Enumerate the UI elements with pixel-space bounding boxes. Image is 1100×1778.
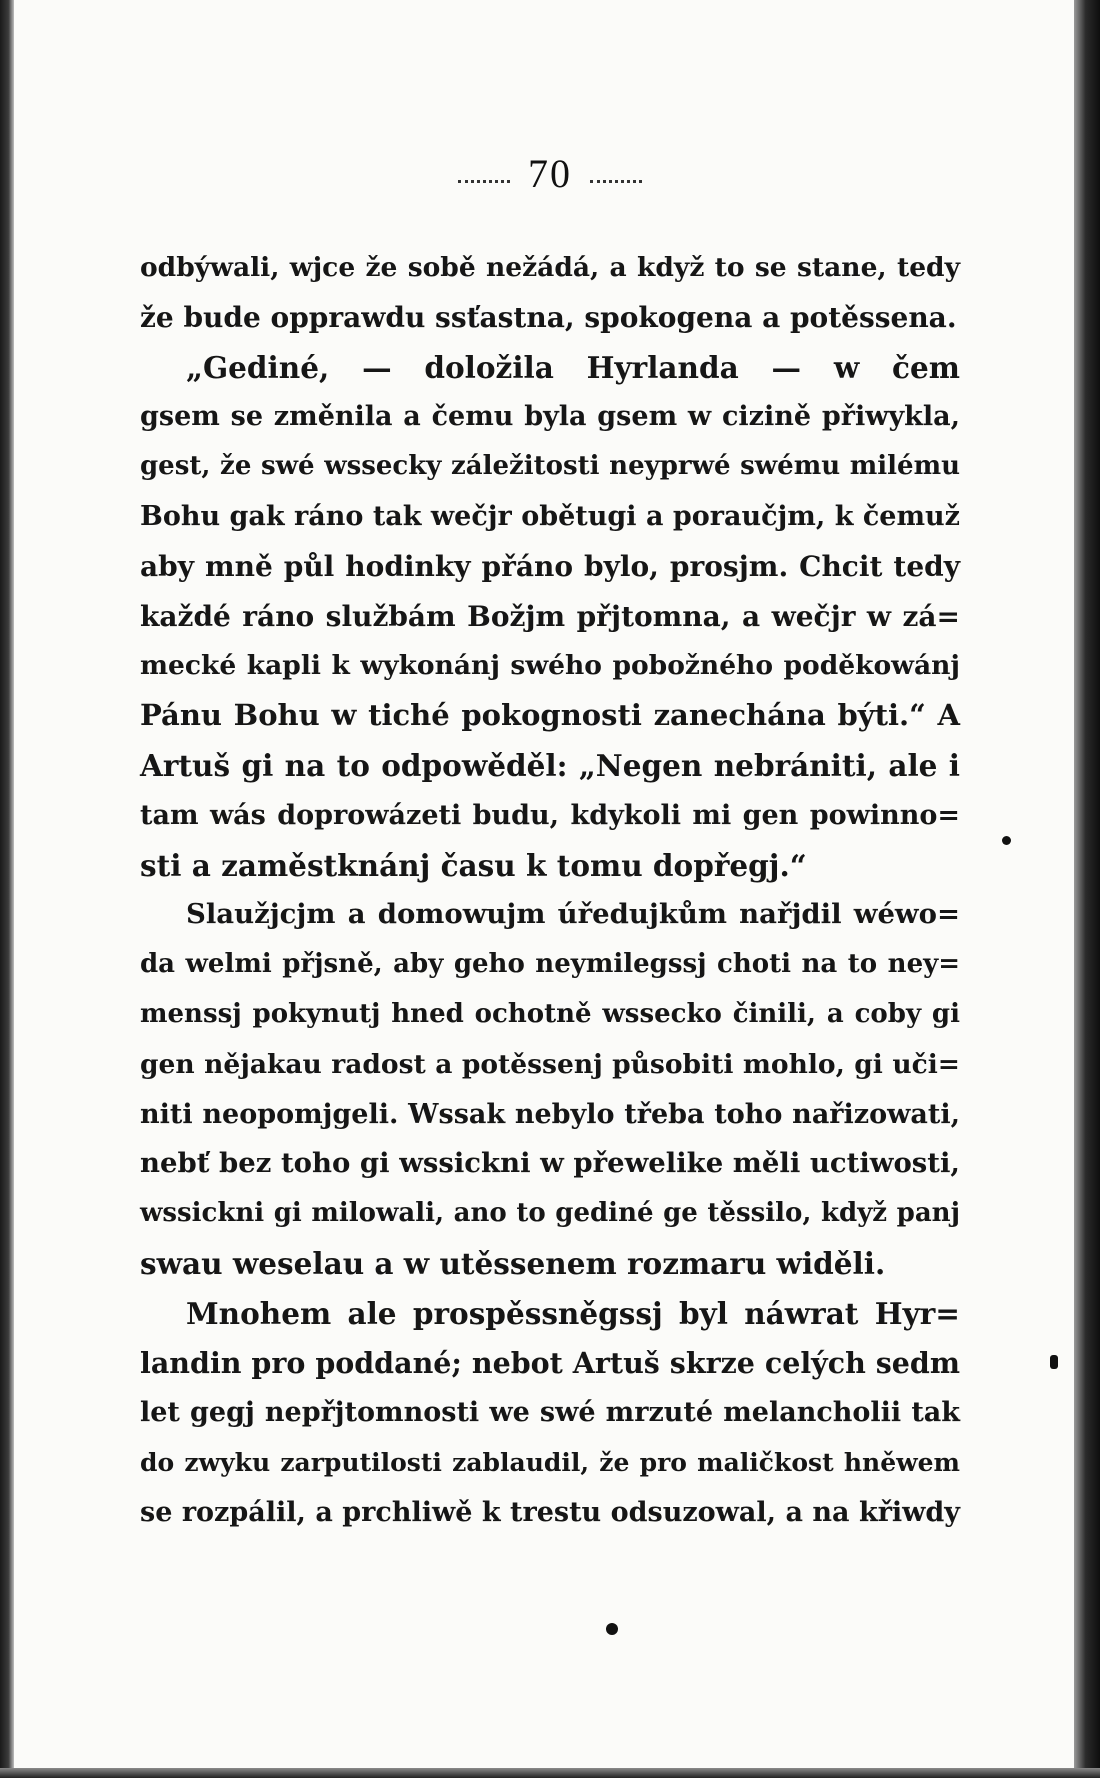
- text-line: gen nějakau radost a potěssenj působiti mohlo, gi uči=: [140, 1048, 960, 1080]
- text-line: menssj pokynutj hned ochotně wssecko činili, a coby gi: [140, 998, 960, 1029]
- text-line: da welmi přjsně, aby geho neymilegssj choti na to ney=: [140, 949, 960, 980]
- left-scan-edge: [0, 0, 14, 1778]
- text-line: wssickni gi milowali, ano to gediné ge těssilo, když panj: [140, 1198, 960, 1229]
- text-line: Pánu Bohu w tiché pokognosti zanechána býti.“ A: [140, 698, 960, 733]
- text-line: Slaužjcjm a domowujm úředujkům nařjdil wéwo=: [186, 898, 960, 931]
- header-ornament-left: [458, 172, 510, 183]
- text-line: swau weselau a w utěssenem rozmaru widěli.: [140, 1245, 886, 1281]
- right-scan-edge: [1074, 0, 1100, 1778]
- text-line: Mnohem ale prospěssněgssj byl náwrat Hyr=: [186, 1295, 960, 1331]
- text-line: každé ráno službám Božjm přjtomna, a wečjr w zá=: [140, 599, 960, 633]
- ink-speck: [1002, 836, 1011, 845]
- text-line: Artuš gi na to odpowěděl: „Negen nebrániti, ale i: [140, 747, 960, 783]
- text-line: odbýwali, wjce že sobě nežádá, a když to se stane, tedy: [140, 252, 960, 283]
- text-line: tam wás doprowázeti budu, kdykoli mi gen powinno=: [140, 799, 960, 831]
- body-text: [140, 243, 960, 1538]
- ink-speck: [606, 1623, 618, 1635]
- text-line: let gegj nepřjtomnosti we swé mrzuté melancholii tak: [140, 1397, 960, 1429]
- text-line: „Gediné, — doložila Hyrlanda — w čem: [186, 349, 960, 385]
- page-header: [0, 150, 1100, 197]
- text-line: mecké kapli k wykonánj swého pobožného poděkowánj: [140, 650, 960, 682]
- text-line: sti a zaměstknánj času k tomu dopřegj.“: [140, 847, 807, 883]
- ink-speck: [1050, 1355, 1058, 1369]
- header-ornament-right: [590, 172, 642, 183]
- text-line: niti neopomjgeli. Wssak nebylo třeba toho nařizowati,: [140, 1098, 960, 1130]
- text-line: landin pro poddané; nebot Artuš skrze celých sedm: [140, 1345, 960, 1380]
- text-line: do zwyku zarputilosti zablaudil, že pro maličkost hněwem: [140, 1448, 960, 1478]
- text-line: aby mně půl hodinky přáno bylo, prosjm. Chcit tedy: [140, 549, 960, 583]
- text-line: gsem se změnila a čemu byla gsem w cizině přiwykla,: [140, 401, 960, 433]
- page-number: 70: [528, 151, 572, 196]
- text-line: Bohu gak ráno tak wečjr obětugi a poraučjm, k čemuž: [140, 500, 960, 532]
- text-line: se rozpálil, a prchliwě k trestu odsuzowal, a na křiwdy: [140, 1496, 960, 1528]
- text-line: nebť bez toho gi wssickni w přewelike měli uctiwosti,: [140, 1147, 960, 1180]
- text-line: gest, že swé wssecky záležitosti neyprwé swému milému: [140, 451, 960, 482]
- bottom-scan-edge: [0, 1768, 1100, 1778]
- text-line: že bude opprawdu ssťastna, spokogena a potěssena.: [140, 300, 957, 334]
